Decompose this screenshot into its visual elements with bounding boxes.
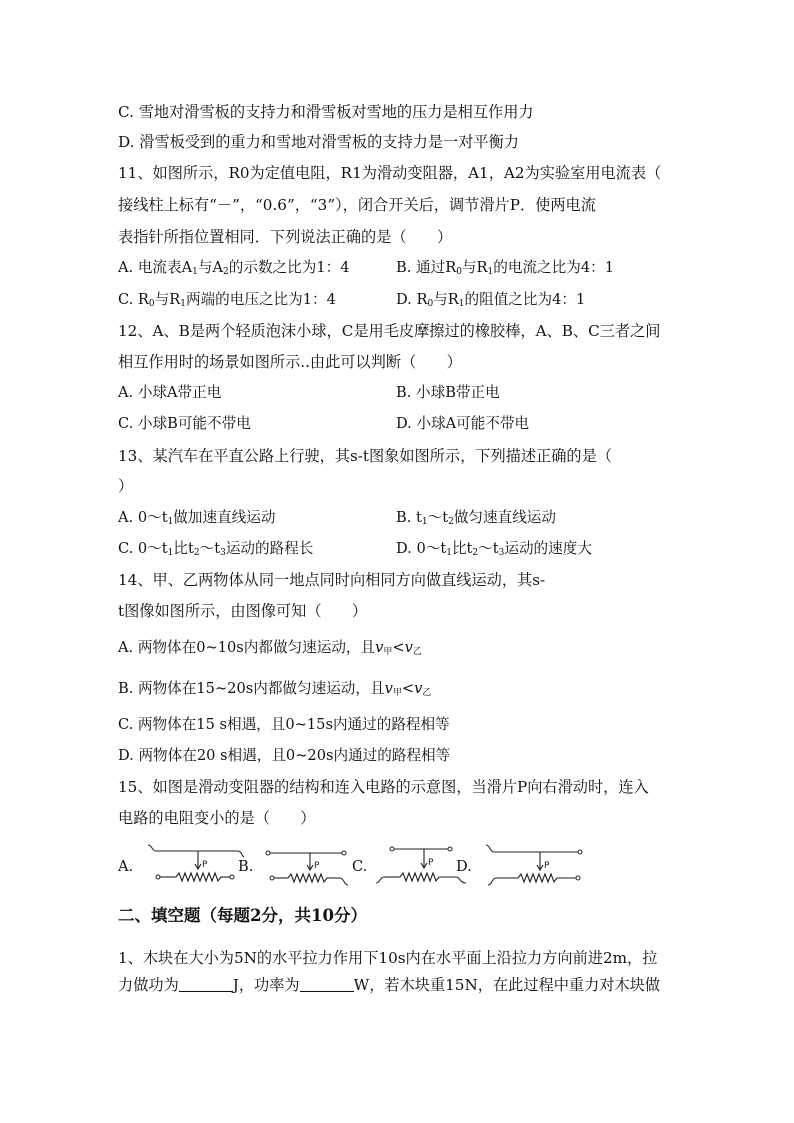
- fill1-line2: 力做功为 J，功率为 W，若木块重15N，在此过程中重力对木块做: [118, 976, 661, 994]
- svg-text:P: P: [314, 861, 320, 871]
- q13-option-a: A. $0\sim t_1$做加速直线运动: [118, 509, 276, 527]
- answer-blank-power[interactable]: [300, 977, 354, 992]
- slider-p-label: P: [202, 860, 208, 870]
- q13-option-b: B. $t_1\sim t_2$做匀速直线运动: [396, 509, 556, 527]
- q12-option-c: C. 小球B可能不带电: [118, 415, 251, 432]
- q15-label-d: D.: [456, 858, 472, 875]
- q11-option-a: A. 电流表$A_1$与$A_2$的示数之比为1：4: [118, 259, 350, 277]
- q10-option-c: C. 雪地对滑雪板的支持力和滑雪板对雪地的压力是相互作用力: [118, 103, 534, 121]
- answer-blank-work[interactable]: [179, 977, 233, 992]
- q14-stem-line2: t图像如图所示，由图像可知（ ）: [118, 602, 368, 620]
- q14-option-a: A. 两物体在0~10s内都做匀速运动，且$v_甲<v_乙$: [118, 639, 422, 657]
- q12-option-d: D. 小球A可能不带电: [396, 415, 530, 432]
- q13-option-c: C. $0\sim t_1$比$t_2\sim t_3$运动的路程长: [118, 540, 314, 558]
- q11-stem-line1: 11、如图所示，R0为定值电阻，R1为滑动变阻器，A1，A2为实验室用电流表（: [118, 164, 662, 182]
- q12-option-b: B. 小球B带正电: [396, 384, 500, 401]
- svg-text:P: P: [428, 858, 434, 868]
- q15-label-b: B.: [238, 858, 254, 875]
- q13-stem-line1: 13、某汽车在平直公路上行驶，其s-t图象如图所示，下列描述正确的是（: [118, 447, 612, 465]
- q13-stem-line2: ）: [118, 477, 134, 495]
- rheostat-a-diagram: [146, 843, 246, 889]
- q15-stem-line1: 15、如图是滑动变阻器的结构和连入电路的示意图，当滑片P向右滑动时，连入: [118, 778, 649, 796]
- q11-option-d: D. $R_0$与$R_1$的阻值之比为4：1: [396, 291, 586, 309]
- q14-option-b: B. 两物体在15~20s内都做匀速运动，且$v_甲<v_乙$: [118, 680, 432, 698]
- q14-stem-line1: 14、甲、乙两物体从同一地点同时向相同方向做直线运动，其s-: [118, 571, 546, 589]
- q12-option-a: A. 小球A带正电: [118, 384, 222, 401]
- q11-stem-line3: 表指针所指位置相同．下列说法正确的是（ ）: [118, 228, 453, 246]
- q15-label-c: C.: [352, 858, 368, 875]
- svg-text:P: P: [544, 861, 550, 871]
- q15-label-a: A.: [118, 858, 134, 875]
- q14-option-c: C. 两物体在15 s相遇，且0~15s内通过的路程相等: [118, 716, 450, 733]
- section-heading: 二、填空题（每题2分，共10分）: [118, 906, 367, 925]
- q11-stem-line2: 接线柱上标有“－”，“0.6”，“3”），闭合开关后，调节滑片P．使两电流: [118, 196, 596, 214]
- q10-option-d: D. 滑雪板受到的重力和雪地对滑雪板的支持力是一对平衡力: [118, 133, 519, 151]
- q12-stem-line1: 12、A、B是两个轻质泡沫小球，C是用毛皮摩擦过的橡胶棒，A、B、C三者之间: [118, 322, 661, 340]
- q14-option-d: D. 两物体在20 s相遇，且0~20s内通过的路程相等: [118, 747, 451, 764]
- q12-stem-line2: 相互作用时的场景如图所示..由此可以判断（ ）: [118, 353, 462, 371]
- q15-stem-line2: 电路的电阻变小的是（ ）: [118, 809, 316, 827]
- q13-option-d: D. $0\sim t_1$比$t_2\sim t_3$运动的速度大: [396, 540, 592, 558]
- fill1-line1: 1、木块在大小为5N的水平拉力作用下10s内在水平面上沿拉力方向前进2m，拉: [118, 949, 658, 967]
- rheostat-d-diagram: [484, 843, 584, 889]
- q11-option-b: B. 通过$R_0$与$R_1$的电流之比为4：1: [396, 259, 614, 277]
- q11-option-c: C. $R_0$与$R_1$两端的电压之比为1：4: [118, 291, 336, 309]
- rheostat-b-diagram: [262, 843, 354, 889]
